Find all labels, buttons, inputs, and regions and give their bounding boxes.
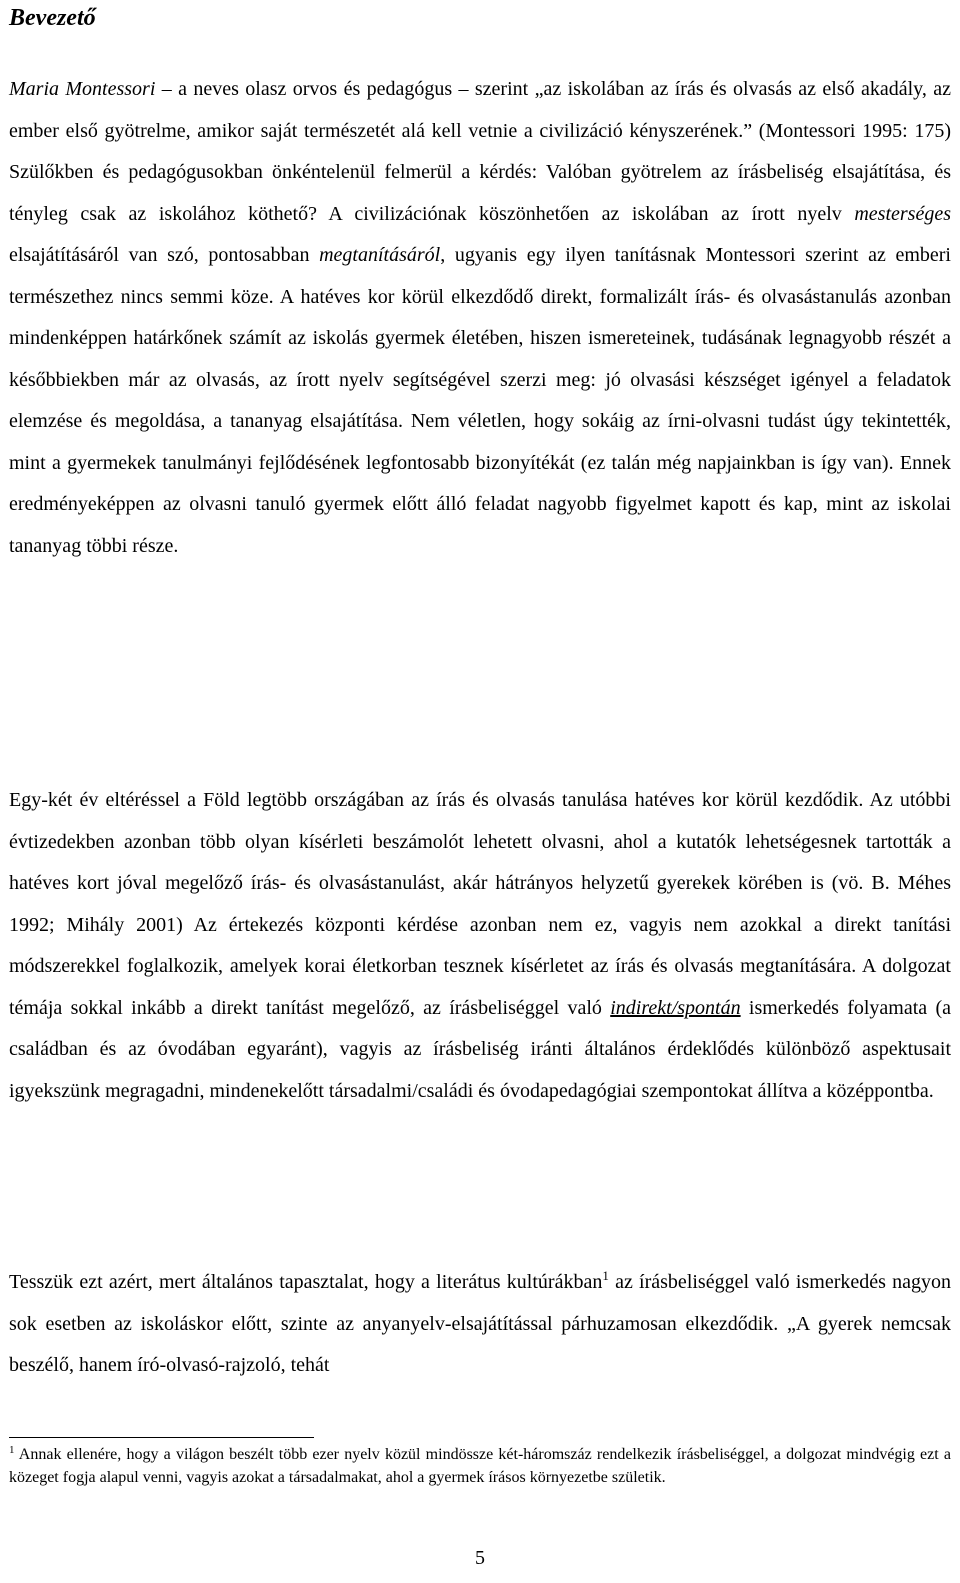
paragraph-text: elsajátításáról van szó, pontosabban	[9, 244, 320, 266]
paragraph-text: Tesszük ezt azért, mert általános tapasztalat, hogy a literátus kultúrákban	[9, 1271, 603, 1293]
paragraph-literate-cultures	[9, 1262, 951, 1387]
paragraph-intro	[9, 69, 951, 567]
emphasis-word: mesterséges	[854, 202, 951, 225]
emphasis-word: megtanításáról	[319, 244, 441, 266]
paragraph-central-question	[9, 780, 951, 1112]
paragraph-text: – a neves olasz orvos és pedagógus – szerint „az iskolában az írás és olvasás az első akadály, az ember első gyötrelme, amikor saját természetét alá kell vetnie a civilizáció kényszerének.” (Montessori 1995: 175) Szülőkben és pedagógusokban önkéntelenül felmerül a kérdés: Valóban gyötrelem az írásbeliség elsajátítása, és tényleg csak az iskolához köthető? A civilizációnak köszönhetően az iskolában az írott nyelv	[9, 78, 951, 225]
emphasis-underlined: indirekt/spontán	[610, 996, 741, 1019]
footnote-separator	[9, 1437, 314, 1438]
paragraph-text: , ugyanis egy ilyen tanításnak Montessori szerint az emberi természethez nincs semmi köze. A hatéves kor körül elkezdődő direkt, formalizált írás- és olvasástanulás azonban mindenképpen határkőnek számít az iskolás gyermek életében, hiszen ismereteinek, tudásának legnagyobb részét a későbbiekben már az olvasás, az írott nyelv segítségével szerzi meg: jó olvasási készséget igényel a feladatok elemzése és megoldása, a tananyag elsajátítása. Nem véletlen, hogy sokáig az írni-olvasni tudást úgy tekintették, mint a gyermekek tanulmányi fejlődésének legfontosabb bizonyítékát (ez talán még napjainkban is így van). Ennek eredményeképpen az olvasni tanuló gyermek előtt álló feladat nagyobb figyelmet kapott és kap, mint az iskolai tananyag többi része.	[9, 244, 951, 557]
paragraph-text: ismerkedés folyamata (a családban és az óvodában egyaránt), vagyis az írásbeliség iránti általános érdeklődés különböző aspektusait igyekszünk megragadni, mindenekelőtt társadalmi/családi és óvodapedagógiai szempontokat állítva a középpontba.	[9, 996, 952, 1102]
page-number: 5	[475, 1547, 485, 1569]
author-name: Maria Montessori	[9, 78, 156, 100]
footnote-reference[interactable]: 1	[602, 1268, 609, 1283]
section-heading: Bevezető	[9, 5, 96, 31]
paragraph-text: az írásbeliséggel való ismerkedés nagyon sok esetben az iskoláskor előtt, szinte az anyanyelv-elsajátítással párhuzamosan elkezdődik. „A gyerek nemcsak beszélő, hanem író-olvasó-rajzoló, tehát	[9, 1271, 951, 1376]
footnote-marker: 1	[9, 1444, 15, 1456]
footnote	[9, 1444, 951, 1489]
footnote-text: Annak ellenére, hogy a világon beszélt több ezer nyelv közül mindössze két-háromszáz rendelkezik írásbeliséggel, a dolgozat mindvégig ezt a közeget fogja alapul venni, vagyis azokat a társadalmakat, ahol a gyermek írásos környezetbe születik.	[9, 1446, 951, 1486]
paragraph-text: Egy-két év eltéréssel a Föld legtöbb országában az írás és olvasás tanulása hatéves kor körül kezdődik. Az utóbbi évtizedekben azonban több olyan kísérleti beszámolót lehetett olvasni, ahol a kutatók lehetségesnek tartották a hatéves kort jóval megelőző írás- és olvasástanulást, akár hátrányos helyzetű gyerekek körében is (vö. B. Méhes 1992; Mihály 2001) Az értekezés központi kérdése azonban nem ez, vagyis nem azokkal a direkt tanítási módszerekkel foglalkozik, amelyek korai életkorban tesznek kísérletet az írás és olvasás megtanítására. A dolgozat témája sokkal inkább a direkt tanítást megelőző, az írásbeliséggel való	[9, 789, 951, 1019]
